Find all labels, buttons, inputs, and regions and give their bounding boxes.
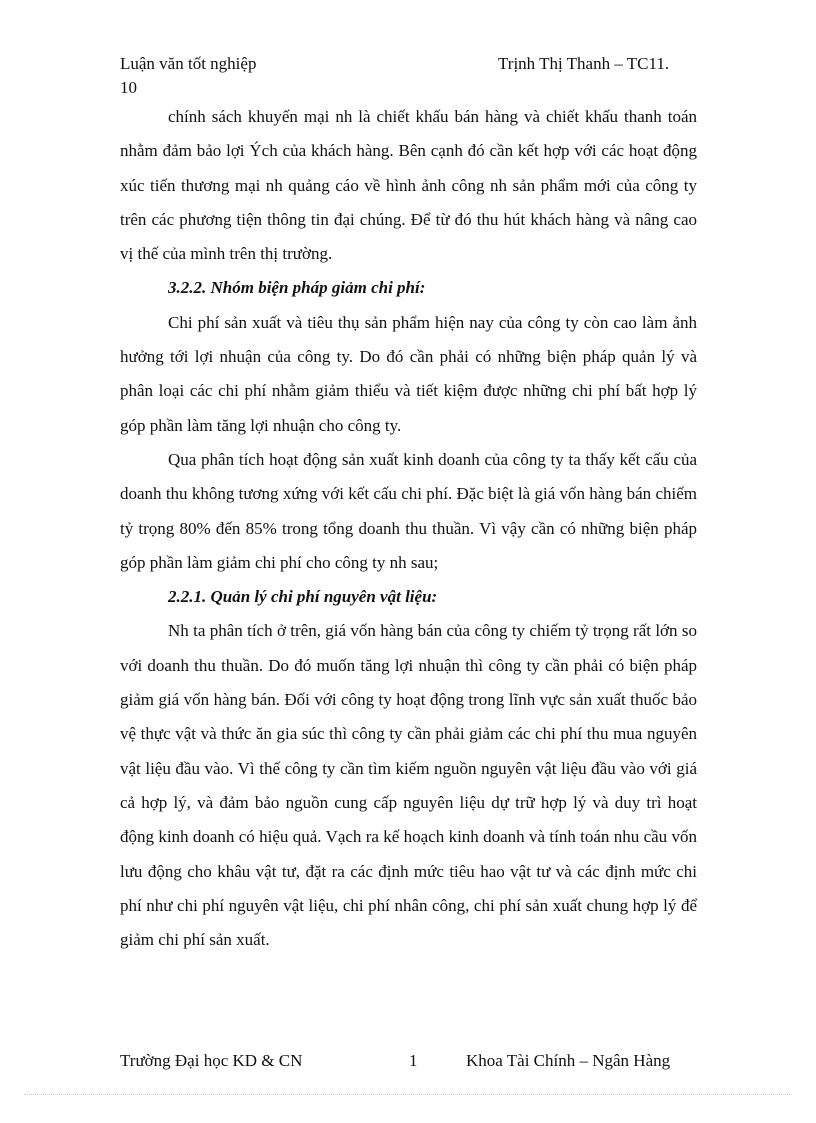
paragraph-1: chính sách khuyến mại nh là chiết khấu bán hàng và chiết khấu thanh toán nhằm đảm bảo lợi Ých của khách hàng. Bên cạnh đó cần kết hợp với các hoạt động xúc tiến thương mại nh quảng cáo về hình ảnh công nh sản phẩm mới của công ty trên các phương tiện thông tin đại chúng. Để từ đó thu hút khách hàng và nâng cao vị thế của mình trên thị trường. <box>120 107 697 264</box>
paragraph-2: Chi phí sản xuất và tiêu thụ sản phẩm hiện nay của công ty còn cao làm ảnh hưởng tới lợi nhuận của công ty. Do đó cần phải có những biện pháp quản lý và phân loại các chi phí nhằm giảm thiểu và tiết kiệm được những chi phí bất hợp lý góp phần làm tăng lợi nhuận cho công ty. <box>120 312 697 435</box>
paragraph-4: Nh ta phân tích ở trên, giá vốn hàng bán của công ty chiếm tỷ trọng rất lớn so với doanh thu thuần. Do đó muốn tăng lợi nhuận thì công ty cần phải có biện pháp giảm giá vốn hàng bán. Đối với công ty hoạt động trong lĩnh vực sản xuất thuốc bảo vệ thực vật và thức ăn gia súc thì công ty cần phải giảm các chi phí thu mua nguyên vật liệu đầu vào. Vì thế công ty cần tìm kiếm nguồn nguyên vật liệu đầu vào với giá cả hợp lý, và đảm bảo nguồn cung cấp nguyên liệu dự trữ hợp lý và duy trì hoạt động kinh doanh có hiệu quả. Vạch ra kế hoạch kinh doanh và tính toán nhu cầu vốn lưu động cho khâu vật tư, đặt ra các định mức tiêu hao vật tư và các định mức chi phí như chi phí nguyên vật liệu, chi phí nhân công, chi phí sản xuất chung hợp lý để giảm chi phí sản xuất. <box>120 621 697 950</box>
section-heading-3-2-2: 3.2.2. Nhóm biện pháp giảm chi phí: <box>168 278 426 298</box>
header-continuation: 10 <box>120 78 137 97</box>
page-bottom-divider <box>24 1094 792 1095</box>
section-heading-2-2-1: 2.2.1. Quản lý chi phí nguyên vật liệu: <box>168 587 438 607</box>
footer-school: Trường Đại học KD & CN <box>120 1051 303 1070</box>
document-body <box>120 100 697 957</box>
footer-page-number: 1 <box>409 1051 418 1070</box>
footer-faculty: Khoa Tài Chính – Ngân Hàng <box>466 1051 671 1070</box>
header-title: Luận văn tốt nghiệp <box>120 54 257 73</box>
paragraph-3: Qua phân tích hoạt động sản xuất kinh doanh của công ty ta thấy kết cấu của doanh thu không tương xứng với kết cấu chi phí. Đặc biệt là giá vốn hàng bán chiếm tỷ trọng 80% đến 85% trong tổng doanh thu thuần. Vì vậy cần có những biện pháp góp phần làm giảm chi phí cho công ty nh sau; <box>120 449 697 572</box>
header-author: Trịnh Thị Thanh – TC11. <box>498 54 670 73</box>
